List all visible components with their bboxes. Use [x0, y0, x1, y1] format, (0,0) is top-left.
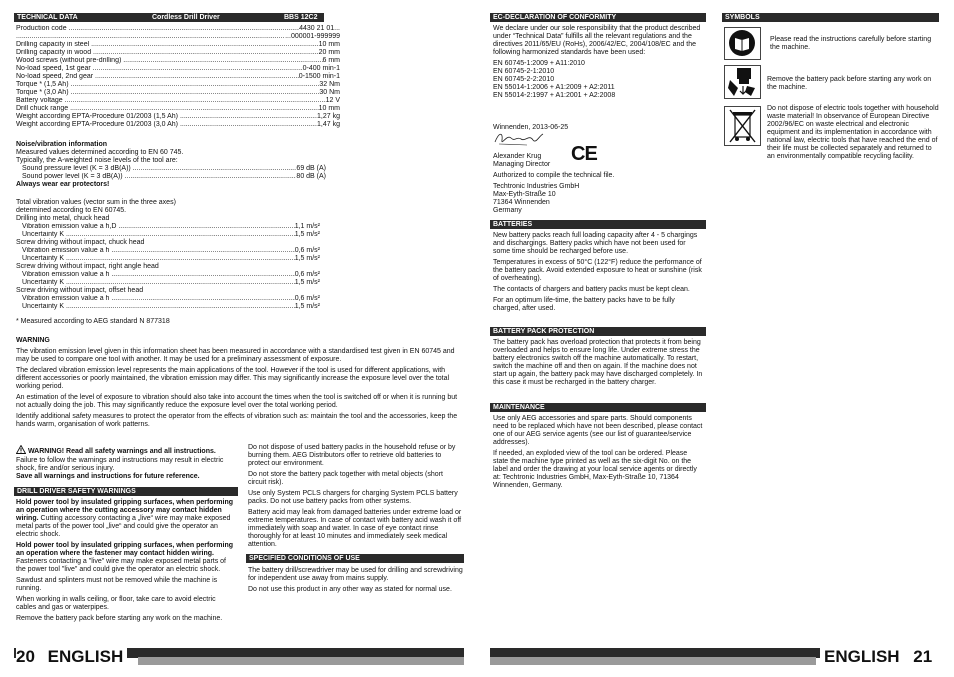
- spec-row-value: 20 mm: [318, 49, 340, 56]
- drill-warnings-header: [14, 487, 238, 496]
- spec-s2: Do not use this product in any other way as stated for normal use.: [248, 586, 452, 593]
- spec-row: [16, 81, 340, 89]
- spec-row-value: 10 mm: [318, 105, 340, 112]
- mid-p3: Use only System PCLS chargers for charging System PCLS battery packs. Do not use battery packs from other systems.: [248, 490, 458, 505]
- vibration-row: [22, 255, 320, 263]
- vibration-row: [22, 271, 320, 279]
- drill-t1: Cutting accessory contacting a „live“ wire may make exposed metal parts of the power tool „live“ and could give the operator an electric shock.: [16, 515, 231, 538]
- batteries-p4: For an optimum life-time, the battery packs have to be fully charged, after used.: [493, 297, 675, 312]
- spec-row-value: 12 V: [325, 97, 340, 104]
- authorized-note: Authorized to compile the technical file.: [493, 172, 615, 179]
- spec-row-value: ...000001-999999: [285, 33, 340, 40]
- weee-bin-icon: [724, 106, 761, 146]
- specified-conditions-header: [246, 554, 464, 563]
- warning-p2: The declared vibration emission level represents the main applications of the tool. However if the tool is used for different applications, with different accessories or poorly maintained, the vibration emission may differ. This may significantly increase the exposure level over the total working period.: [16, 367, 450, 390]
- vibration-footnote: * Measured according to AEG standard N 877318: [16, 318, 170, 325]
- vibration-row: [22, 223, 320, 231]
- address-line: Techtronic Industries GmbH: [493, 183, 580, 190]
- safety-bold1: WARNING! Read all safety warnings and all instructions.: [27, 448, 216, 455]
- place-date: Winnenden, 2013-06-25: [493, 124, 569, 131]
- address-line: 71364 Winnenden: [493, 199, 550, 206]
- specified-conditions-title: SPECIFIED CONDITIONS OF USE: [249, 555, 360, 562]
- spec-row: [16, 73, 340, 81]
- maintenance-header: [490, 403, 706, 412]
- noise-row: [22, 165, 326, 173]
- spec-row-label: Production code .....: [16, 25, 299, 33]
- spec-row-label: Weight according EPTA-Procedure 01/2003 (1,5 Ah) .....: [16, 113, 317, 121]
- spec-row-label: No-load speed, 1st gear .....: [16, 65, 303, 73]
- noise-row-label: Sound pressure level (K = 3 dB(A)) .....: [22, 165, 296, 173]
- spec-list: [16, 25, 340, 129]
- spec-row: [16, 65, 340, 73]
- vibration-row-value: 1,5 m/s²: [294, 279, 320, 286]
- vibration-row-value: 1,1 m/s²: [294, 223, 320, 230]
- drill-warnings-title: DRILL DRIVER SAFETY WARNINGS: [17, 488, 136, 495]
- spec-row-label: Drilling capacity in wood .....: [16, 49, 319, 57]
- ec-title: EC-DECLARATION OF CONFORMITY: [493, 14, 617, 21]
- spec-row-label: Battery voltage .....: [16, 97, 326, 105]
- noise-section: [16, 141, 326, 189]
- vibration-row-label: Uncertainty K .....: [22, 279, 295, 287]
- spec-row: [16, 113, 340, 121]
- drill-p4: When working in walls ceiling, or floor, take care to avoid electric cables and gas or waterpipes.: [16, 596, 216, 611]
- spec-row: [16, 105, 340, 113]
- vibration-line1: Total vibration values (vector sum in the three axes): [16, 199, 176, 206]
- protection-title: BATTERY PACK PROTECTION: [493, 328, 595, 335]
- maintenance-p1: Use only AEG accessories and spare parts. Should components need to be replaced which have not been described, please contact one of our AEG service agents (see our list of guarantee/service addresses).: [493, 415, 703, 446]
- spec-row-value: 0-400 min-1: [302, 65, 340, 72]
- spec-row-label: Weight according EPTA-Procedure 01/2003 (3,0 Ah) .....: [16, 121, 317, 129]
- drill-p5: Remove the battery pack before starting any work on the machine.: [16, 615, 223, 622]
- drill-p3: Sawdust and splinters must not be removed while the machine is running.: [16, 577, 218, 592]
- maintenance-title: MAINTENANCE: [493, 404, 545, 411]
- spec-row: [16, 57, 340, 65]
- vibration-group-title: Screw driving without impact, chuck head: [16, 239, 145, 246]
- standard-item: EN 60745-2-1:2010: [493, 68, 555, 75]
- signature-image: [493, 128, 545, 150]
- vibration-row-label: Uncertainty K .....: [22, 303, 295, 311]
- vibration-row: [22, 279, 320, 287]
- battery-disposal-column: [248, 444, 463, 552]
- vibration-row-value: 1,5 m/s²: [294, 255, 320, 262]
- vibration-line2: determined according to EN 60745.: [16, 207, 127, 214]
- protection-p1: The battery pack has overload protection that protects it from being overloaded and helps to ensure long life. Under extreme stress the battery electronics switch off the machine automatically. To restart, switch the machine off and then on again. If the machine does not start up again, the battery pack may have discharged completely. In this case it must be recharged in the battery charger.: [493, 339, 703, 386]
- spec-row-label: [16, 33, 285, 41]
- batteries-p2: Temperatures in excess of 50°C (122°F) reduce the performance of the battery pack. Avoid extended exposure to heat or sunshine (risk of overheating).: [493, 259, 702, 282]
- warning-triangle-icon: [16, 445, 26, 457]
- vibration-group-title: Screw driving without impact, offset head: [16, 287, 144, 294]
- ec-declaration-header: [490, 13, 706, 22]
- batteries-p3: The contacts of chargers and battery packs must be kept clean.: [493, 286, 690, 293]
- vibration-section: [16, 199, 320, 326]
- spec-row: [16, 41, 340, 49]
- vibration-row: [22, 231, 320, 239]
- spec-row: [16, 97, 340, 105]
- protection-body: [493, 339, 703, 390]
- vibration-row-label: Uncertainty K .....: [22, 255, 295, 263]
- vibration-group-title: Screw driving without impact, right angle head: [16, 263, 159, 270]
- technical-data-header: [14, 13, 324, 22]
- mid-p1: Do not dispose of used battery packs in the household refuse or by burning them. AEG Distributors offer to retrieve old batteries to protect our environment.: [248, 444, 456, 467]
- mid-p2: Do not store the battery pack together with metal objects (short circuit risk).: [248, 471, 443, 486]
- spec-row-label: No-load speed, 2nd gear .....: [16, 73, 299, 81]
- spec-row: [16, 25, 340, 33]
- vibration-row: [22, 303, 320, 311]
- vibration-row: [22, 247, 320, 255]
- standard-item: EN 55014-1:2006 + A1:2009 + A2:2011: [493, 84, 615, 91]
- vibration-group-title: Drilling into metal, chuck head: [16, 215, 110, 222]
- signatory-name: Alexander Krug: [493, 153, 542, 160]
- noise-line1: Measured values determined according to EN 60 745.: [16, 149, 184, 156]
- ec-signatory: [493, 153, 703, 215]
- spec-row-value: 1,27 kg: [317, 113, 340, 120]
- spec-row: [16, 121, 340, 129]
- standard-item: EN 60745-1:2009 + A11:2010: [493, 60, 585, 67]
- specified-conditions-body: [248, 567, 463, 597]
- noise-row-label: Sound power level (K = 3 dB(A)) .....: [22, 173, 296, 181]
- symbol-text-2: Remove the battery pack before starting any work on the machine.: [767, 76, 932, 91]
- remove-battery-icon: [724, 65, 761, 99]
- spec-row-value: 4430 21 01...: [299, 25, 340, 32]
- spec-row-value: 32 Nm: [319, 81, 340, 88]
- spec-row-value: 0-1500 min-1: [298, 73, 340, 80]
- warning-p3: An estimation of the level of exposure to vibration should also take into account the times when the tool is switched off or when it is running but not actually doing the job. This may significantly reduce the exposure level over the total working period.: [16, 394, 458, 409]
- symbols-header: [722, 13, 939, 22]
- batteries-title: BATTERIES: [493, 221, 533, 228]
- spec-row-value: 30 Nm: [319, 89, 340, 96]
- technical-data-title: TECHNICAL DATA: [17, 14, 78, 21]
- spec-row: [16, 89, 340, 97]
- drill-b2: Hold power tool by insulated gripping surfaces, when performing an operation where the fastener may contact hidden wiring.: [16, 542, 234, 557]
- vibration-row-value: 0,6 m/s²: [294, 247, 320, 254]
- batteries-header: [490, 220, 706, 229]
- drill-warnings-body: [16, 499, 234, 626]
- standard-item: EN 60745-2-2:2010: [493, 76, 555, 83]
- spec-row-label: Drilling capacity in steel .....: [16, 41, 319, 49]
- warning-p1: The vibration emission level given in this information sheet has been measured in accordance with a standardised test given in EN 60745 and may be used to compare one tool with another. It may be used for a preliminary assessment of exposure.: [16, 348, 455, 363]
- read-manual-icon: [724, 27, 761, 60]
- standard-item: EN 55014-2:1997 + A1:2001 + A2:2008: [493, 92, 616, 99]
- protection-header: [490, 327, 706, 336]
- spec-row-label: Torque * (3,0 Ah) .....: [16, 89, 319, 97]
- symbol-text-1: Please read the instructions carefully before starting the machine.: [770, 36, 932, 51]
- vibration-row-label: Uncertainty K .....: [22, 231, 295, 239]
- batteries-p1: New battery packs reach full loading capacity after 4 - 5 chargings and dischargings. Battery packs which have not been used for some time should be recharged before use.: [493, 232, 698, 255]
- vibration-row-value: 1,5 m/s²: [294, 303, 320, 310]
- noise-line2: Typically, the A-weighted noise levels of the tool are:: [16, 157, 178, 164]
- maintenance-body: [493, 415, 703, 493]
- symbol-text-3: Do not dispose of electric tools together with household waste material! In observance of European Directive 2002/96/EC on waste electrical and electronic equipment and its implementation in accordance with national law, electric tools that have reached the end of their life must be collected separately and returned to an environmentally compatible recycling facility.: [767, 105, 939, 160]
- address-line: Germany: [493, 207, 522, 214]
- warning-title: WARNING: [16, 337, 50, 344]
- safety-warning-block: [16, 445, 234, 481]
- vibration-row-label: Vibration emission value a h .....: [22, 295, 295, 303]
- spec-row-value: 1,47 kg: [317, 121, 340, 128]
- noise-row: [22, 173, 326, 181]
- address-line: Max-Eyth-Straße 10: [493, 191, 556, 198]
- spec-row-value: 10 mm: [318, 41, 340, 48]
- spec-row-label: Drill chuck range .....: [16, 105, 319, 113]
- ec-declaration-body: [493, 25, 703, 132]
- vibration-row-label: Vibration emission value a h,D .....: [22, 223, 295, 231]
- safety-text1: Failure to follow the warnings and instructions may result in electric shock, fire and/or serious injury.: [16, 457, 224, 472]
- spec-s1: The battery drill/screwdriver may be used for drilling and screwdriving for independent use away from mains supply.: [248, 567, 463, 582]
- vibration-row-value: 1,5 m/s²: [294, 231, 320, 238]
- signatory-role: Managing Director: [493, 161, 551, 168]
- warning-section: [16, 337, 462, 432]
- vibration-row-label: Vibration emission value a h .....: [22, 247, 295, 255]
- noise-row-value: 69 dB (A): [296, 165, 326, 172]
- ear-protectors-note: Always wear ear protectors!: [16, 181, 110, 188]
- language-right: ENGLISH: [824, 647, 900, 666]
- maintenance-p2: If needed, an exploded view of the tool can be ordered. Please state the machine type printed as well as the six-digit No. on the label and order the drawing at your local service agents or directly at: Techtronic Industries GmbH, Max-Eyth-Straße 10, 71364 Winnenden, Germany.: [493, 450, 697, 489]
- spec-row-label: Torque * (1,5 Ah) .....: [16, 81, 319, 89]
- noise-title: Noise/vibration information: [16, 141, 108, 148]
- vibration-row-label: Vibration emission value a h .....: [22, 271, 295, 279]
- ec-p1: We declare under our sole responsibility that the product described under “Technical Data” fulfills all the relevant regulations and the directives 2011/65/EU (RoHs), 2006/42/EC, 2004/108/EC and the following harmonized standards have been used:: [493, 25, 701, 56]
- safety-bold2: Save all warnings and instructions for future reference.: [16, 473, 200, 480]
- drill-t2: Fasteners contacting a "live" wire may make exposed metal parts of the power tool "live" and could give the operator an electric shock.: [16, 558, 227, 573]
- symbols-title: SYMBOLS: [725, 14, 760, 21]
- vibration-row-value: 0,6 m/s²: [294, 271, 320, 278]
- drill-b1: Hold power tool by insulated gripping surfaces, when performing an operation where the cutting accessory may contact hidden wiring.: [16, 499, 234, 522]
- mid-p4: Battery acid may leak from damaged batteries under extreme load or extreme temperatures. In case of contact with battery acid wash it off immediately with soap and water. In case of eye contact rinse thoroughly for at least 10 minutes and immediately seek medical attention.: [248, 509, 462, 548]
- spec-row: [16, 33, 340, 41]
- page-number-left: 20: [16, 647, 35, 666]
- ce-mark: CE: [571, 143, 597, 165]
- product-name: Cordless Drill Driver: [152, 14, 220, 21]
- spec-row: [16, 49, 340, 57]
- spec-row-label: Wood screws (without pre-drilling) .....: [16, 57, 323, 65]
- batteries-body: [493, 232, 703, 316]
- model-number: BBS 12C2: [284, 14, 318, 21]
- language-left: ENGLISH: [47, 647, 124, 666]
- page-number-right: 21: [913, 647, 933, 666]
- warning-p4: Identify additional safety measures to protect the operator from the effects of vibration such as: maintain the tool and the accessories, keep the hands warm, organisation of work patterns.: [16, 413, 458, 428]
- vibration-row-value: 0,6 m/s²: [294, 295, 320, 302]
- noise-row-value: 80 dB (A): [296, 173, 326, 180]
- vibration-row: [22, 295, 320, 303]
- spec-row-value: 6 mm: [322, 57, 340, 64]
